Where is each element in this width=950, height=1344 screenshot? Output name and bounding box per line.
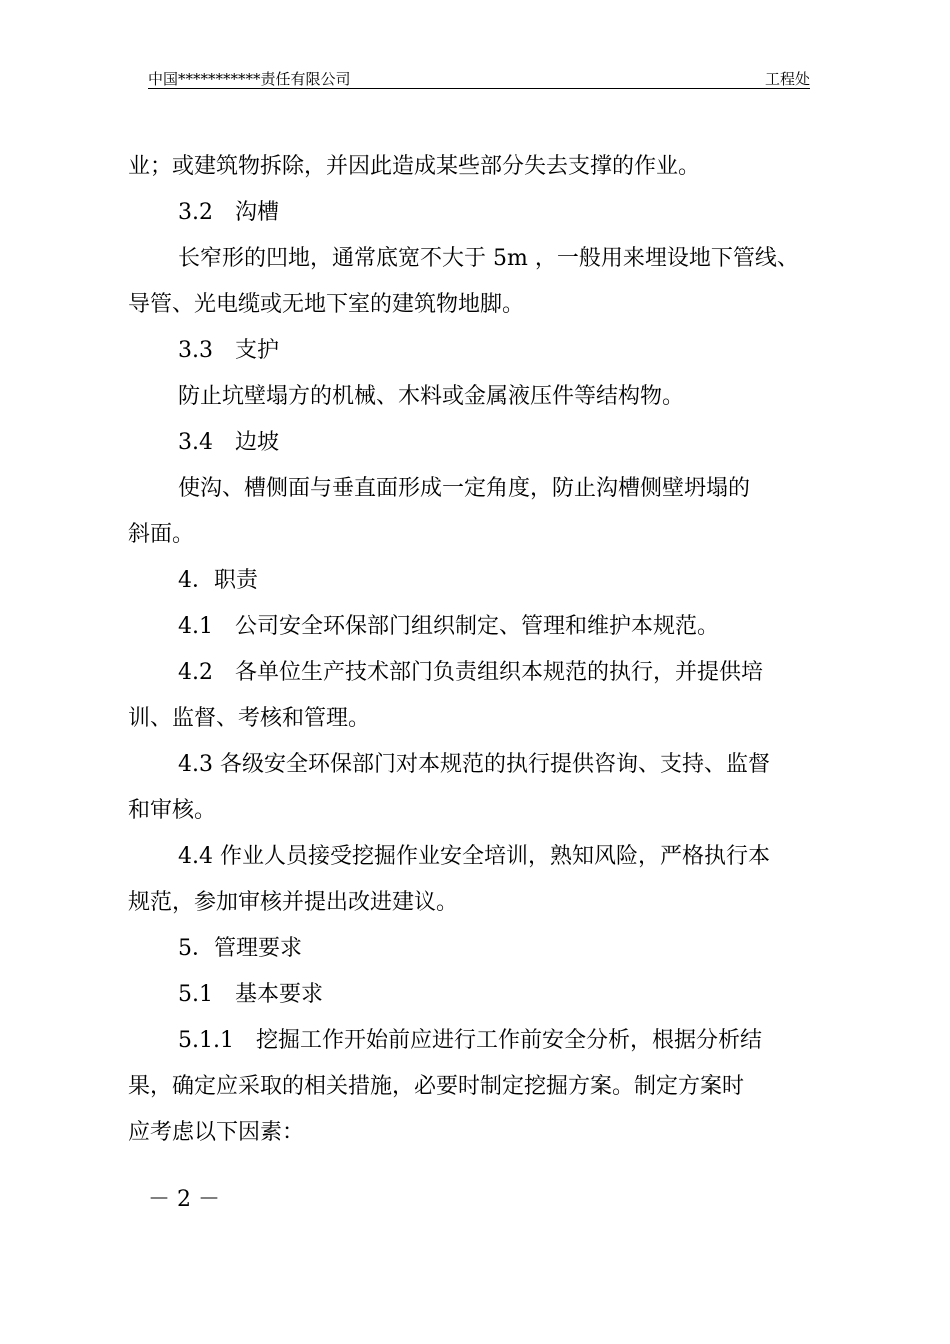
section-heading: 3.3 支护 (178, 338, 279, 363)
paragraph-line: 训、监督、考核和管理。 (128, 706, 371, 731)
paragraph-line: 果，确定应采取的相关措施，必要时制定挖掘方案。制定方案时 (128, 1074, 745, 1099)
page-number: － 2 － (148, 1187, 220, 1212)
paragraph-line: 规范，参加审核并提出改进建议。 (128, 890, 459, 915)
paragraph-line: 4.1 公司安全环保部门组织制定、管理和维护本规范。 (178, 614, 719, 639)
paragraph-line: 导管、光电缆或无地下室的建筑物地脚。 (128, 292, 525, 317)
paragraph-line: 业；或建筑物拆除，并因此造成某些部分失去支撑的作业。 (128, 154, 701, 179)
paragraph-line: 防止坑壁塌方的机械、木料或金属液压件等结构物。 (178, 384, 685, 409)
header-department: 工程处 (764, 70, 810, 88)
section-heading: 5．管理要求 (178, 936, 302, 961)
page-header (148, 66, 810, 89)
paragraph-line: 和审核。 (128, 798, 217, 823)
paragraph-line: 使沟、槽侧面与垂直面形成一定角度，防止沟槽侧壁坍塌的 (178, 476, 751, 501)
header-company: 中国***********责任有限公司 (148, 70, 351, 88)
paragraph-line: 应考虑以下因素： (128, 1120, 305, 1145)
paragraph-line: 斜面。 (128, 522, 195, 547)
paragraph-line: 4.2 各单位生产技术部门负责组织本规范的执行，并提供培 (178, 660, 763, 685)
paragraph-line: 长窄形的凹地，通常底宽不大于 5m ，一般用来埋设地下管线、 (178, 246, 799, 271)
paragraph-line: 4.4 作业人员接受挖掘作业安全培训，熟知风险，严格执行本 (178, 844, 770, 869)
paragraph-line: 4.3 各级安全环保部门对本规范的执行提供咨询、支持、监督 (178, 752, 770, 777)
paragraph-line: 5.1.1 挖掘工作开始前应进行工作前安全分析，根据分析结 (178, 1028, 762, 1053)
document-body (128, 144, 834, 1156)
section-heading: 5.1 基本要求 (178, 982, 323, 1007)
section-heading: 4．职责 (178, 568, 258, 593)
section-heading: 3.4 边坡 (178, 430, 279, 455)
section-heading: 3.2 沟槽 (178, 200, 279, 225)
